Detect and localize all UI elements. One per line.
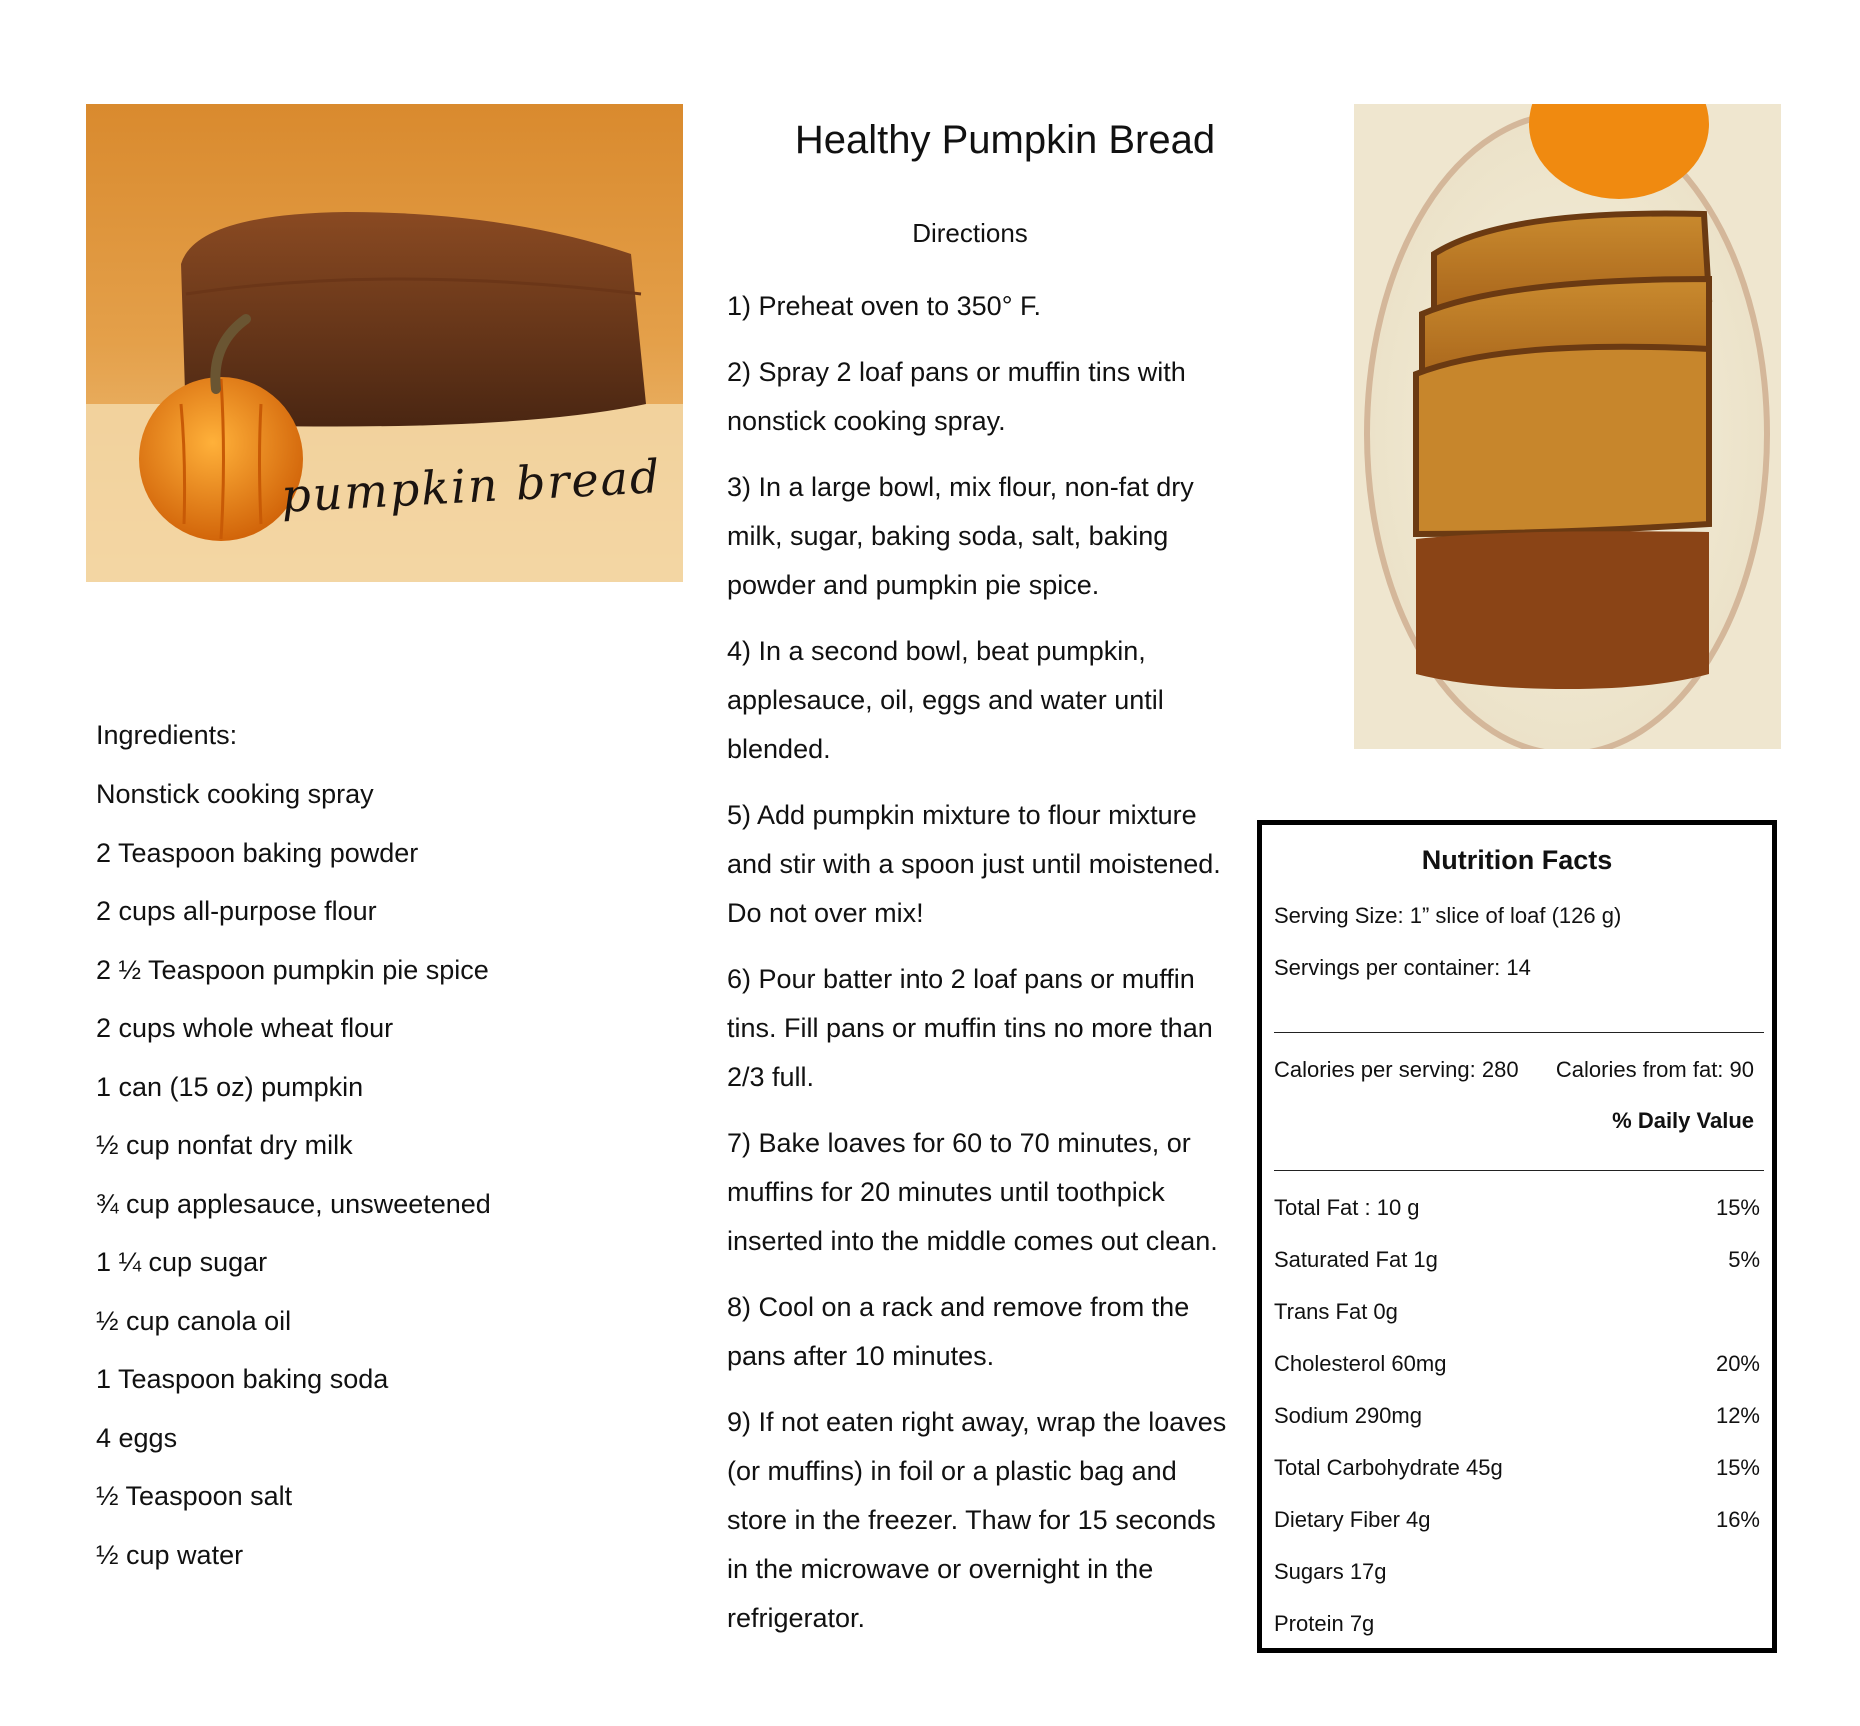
nutrient-label: Trans Fat 0g <box>1274 1299 1398 1324</box>
nutrient-daily-value: 15% <box>1715 1455 1760 1480</box>
ingredient-item: 4 eggs <box>96 1422 178 1453</box>
ingredient-item: Nonstick cooking spray <box>96 779 374 809</box>
direction-step: 3) In a large bowl, mix flour, non-fat dry milk, sugar, baking soda, salt, baking powder and pumpkin pie spice. <box>727 472 1194 600</box>
nutrient-daily-value: 16% <box>1715 1507 1760 1532</box>
ingredient-item: 2 ½ Teaspoon pumpkin pie spice <box>96 954 489 985</box>
direction-step: 2) Spray 2 loaf pans or muffin tins with nonstick cooking spray. <box>727 357 1186 436</box>
ingredients-heading: Ingredients: <box>96 720 238 750</box>
servings-per-container: Servings per container: 14 <box>1274 955 1531 980</box>
calories-per-serving: Calories per serving: 280 <box>1274 1057 1519 1082</box>
divider <box>1274 1032 1764 1033</box>
divider <box>1274 1170 1764 1171</box>
serving-size: Serving Size: 1” slice of loaf (126 g) <box>1274 903 1622 928</box>
nutrient-label: Sodium 290mg <box>1274 1403 1422 1428</box>
nutrient-label: Total Fat : 10 g <box>1274 1195 1420 1220</box>
nutrient-daily-value: 5% <box>1728 1247 1760 1272</box>
direction-step: 6) Pour batter into 2 loaf pans or muffin tins. Fill pans or muffin tins no more than 2/3 full. <box>727 964 1213 1092</box>
ingredient-item: 1 can (15 oz) pumpkin <box>96 1071 364 1102</box>
direction-step: 5) Add pumpkin mixture to flour mixture and stir with a spoon just until moistened. Do not over mix! <box>727 800 1221 928</box>
calories-from-fat: Calories from fat: 90 <box>1555 1057 1754 1082</box>
direction-step: 8) Cool on a rack and remove from the pans after 10 minutes. <box>727 1292 1190 1371</box>
ingredient-item: 2 Teaspoon baking powder <box>96 837 419 868</box>
direction-step: 4) In a second bowl, beat pumpkin, applesauce, oil, eggs and water until blended. <box>727 636 1164 764</box>
sliced-bread-photo <box>1354 104 1781 749</box>
nutrition-facts-title: Nutrition Facts <box>1421 845 1613 875</box>
page-title: Healthy Pumpkin Bread <box>794 118 1216 162</box>
direction-step: 1) Preheat oven to 350° F. <box>727 291 1041 321</box>
ingredient-item: ½ cup nonfat dry milk <box>96 1130 353 1160</box>
directions-heading: Directions <box>912 218 1028 248</box>
pumpkin-bread-photo <box>86 104 683 582</box>
ingredient-item: 1 Teaspoon baking soda <box>96 1364 389 1394</box>
sliced-loaf-illustration <box>1354 104 1781 749</box>
nutrient-label: Protein 7g <box>1274 1611 1375 1636</box>
ingredient-item: 2 cups all-purpose flour <box>96 896 377 926</box>
directions-list <box>727 282 1227 1660</box>
ingredients-list <box>96 776 656 1595</box>
photo-caption: pumpkin bread <box>279 449 663 523</box>
ingredient-item: 1 ¼ cup sugar <box>96 1247 268 1277</box>
ingredient-item: ½ Teaspoon salt <box>96 1481 293 1511</box>
nutrient-label: Dietary Fiber 4g <box>1274 1507 1431 1532</box>
ingredient-item: ½ cup canola oil <box>96 1305 292 1336</box>
nutrient-daily-value: 12% <box>1715 1403 1760 1428</box>
nutrient-label: Total Carbohydrate 45g <box>1274 1455 1503 1480</box>
direction-step: 9) If not eaten right away, wrap the loaves (or muffins) in foil or a plastic bag and store in the freezer. Thaw for 15 seconds in the microwave or overnight in the refrigerator. <box>727 1407 1227 1633</box>
ingredient-item: 2 cups whole wheat flour <box>96 1013 394 1043</box>
nutrient-label: Saturated Fat 1g <box>1274 1247 1438 1272</box>
ingredient-item: ½ cup water <box>96 1539 244 1570</box>
nutrient-label: Cholesterol 60mg <box>1274 1351 1447 1376</box>
nutrient-daily-value: 15% <box>1715 1195 1760 1220</box>
nutrient-daily-value: 20% <box>1715 1351 1760 1376</box>
nutrition-facts-panel <box>1257 820 1777 1653</box>
ingredient-item: ¾ cup applesauce, unsweetened <box>96 1188 491 1219</box>
direction-step: 7) Bake loaves for 60 to 70 minutes, or muffins for 20 minutes until toothpick inserted into the middle comes out clean. <box>727 1128 1218 1256</box>
nutrient-label: Sugars 17g <box>1274 1559 1387 1584</box>
daily-value-heading: % Daily Value <box>1612 1108 1754 1133</box>
